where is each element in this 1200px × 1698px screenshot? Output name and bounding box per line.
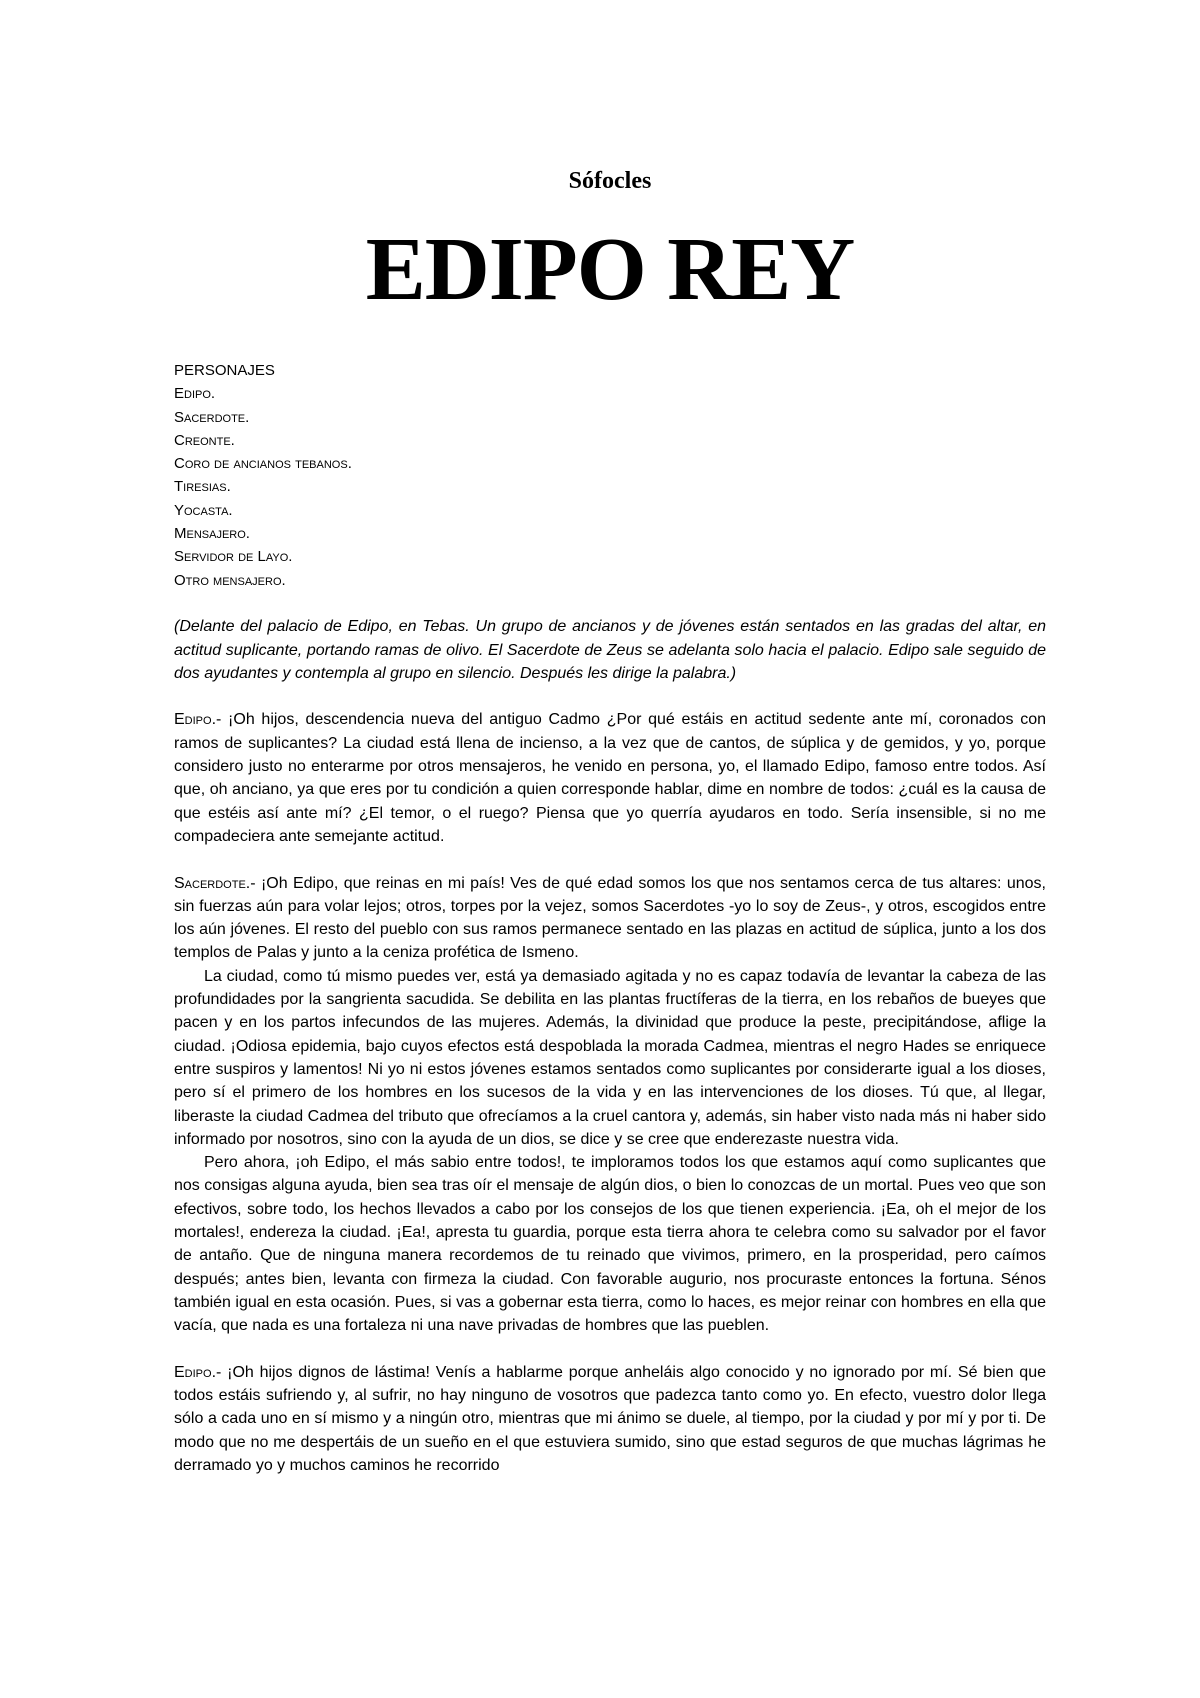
document-body [174,359,1046,1477]
dialogue-continuation: Pero ahora, ¡oh Edipo, el más sabio entre todos!, te imploramos todos los que estamos aquí como suplicantes que nos consigas alguna ayuda, bien sea tras oír el mensaje de algún dios, o bien lo conozcas de un mortal. Pues veo que son efectivos, sobre todo, los hechos llevados a cabo por los consejos de los que tienen experiencia. ¡Ea, oh el mejor de los mortales!, endereza la ciudad. ¡Ea!, apresta tu guardia, porque esta tierra ahora te celebra como su salvador por el favor de antaño. Que de ninguna manera recordemos de tu reinado que vivimos, primero, en la prosperidad, pero caímos después; antes bien, levanta con firmeza la ciudad. Con favorable augurio, nos procuraste entonces la fortuna. Sénos también igual en esta ocasión. Pues, si vas a gobernar esta tierra, como lo haces, es mejor reinar con hombres en ella que vacía, que nada es una fortaleza ni una nave privadas de hombres que las pueblen. [174,1154,1046,1335]
character-item: Sacerdote. [174,408,250,426]
speaker-separator: - [250,874,261,892]
speaker-name: Sacerdote. [174,874,251,892]
speaker-name: Edipo. [174,711,217,729]
character-item: Servidor de Layo. [174,548,293,566]
character-item: Otro mensajero. [174,571,286,589]
dialogue-paragraph [174,872,1046,965]
spacer [174,592,1046,615]
play-title: EDIPO REY [365,220,855,319]
character-item: Yocasta. [174,501,233,519]
character-item: Edipo. [174,385,216,403]
characters-heading: PERSONAJES [174,362,275,379]
spacer [174,848,1046,871]
author-name: Sófocles [568,168,652,194]
dialogue-text: ¡Oh hijos, descendencia nueva del antiguo Cadmo ¿Por qué estáis en actitud sedente ante mí, coronados con ramos de suplicantes? La ciudad está llena de incienso, a la vez que de cantos, de súplica y de gemidos, y yo, porque considero justo no enterarme por otros mensajeros, he venido en persona, yo, el llamado Edipo, famoso entre todos. Así que, oh anciano, ya que eres por tu condición a quien corresponde hablar, dime en nombre de todos: ¿cuál es la causa de que estéis así ante mí? ¿El temor, o el ruego? Piensa que yo querría ayudaros en todo. Sería insensible, si no me compadeciera ante semejante actitud. [174,711,1046,845]
spacer [174,685,1046,708]
dialogue-paragraph [174,1361,1046,1477]
document-page [174,0,1046,1698]
speaker-separator: - [216,1363,228,1381]
character-item: Mensajero. [174,525,250,543]
dialogue-continuation: La ciudad, como tú mismo puedes ver, está ya demasiado agitada y no es capaz todavía de levantar la cabeza de las profundidades por la sangrienta sacudida. Se debilita en las plantas fructíferas de la tierra, en los rebaños de bueyes que pacen y en los partos infecundos de las mujeres. Además, la divinidad que produce la peste, precipitándose, aflige la ciudad. ¡Odiosa epidemia, bajo cuyos efectos está despoblada la morada Cadmea, mientras el negro Hades se enriquece entre suspiros y lamentos! Ni yo ni estos jóvenes estamos sentados como suplicantes por considerarte igual a los dioses, pero sí el primero de los hombres en los sucesos de la vida y en las intervenciones de los dioses. Tú que, al llegar, liberaste la ciudad Cadmea del tributo que ofrecíamos a la cruel cantora y, además, sin haber visto nada más ni haber sido informado por nosotros, sino con la ayuda de un dios, se dice y se cree que enderezaste nuestra vida. [174,967,1046,1148]
spacer [174,1337,1046,1360]
dialogue-text: ¡Oh Edipo, que reinas en mi país! Ves de qué edad somos los que nos sentamos cerca de tus altares: unos, sin fuerzas aún para volar lejos; otros, torpes por la vejez, somos Sacerdotes -yo lo soy de Zeus-, y otros, escogidos entre los aún jóvenes. El resto del pueblo con sus ramos permanece sentado en las plazas en actitud de súplica, junto a los dos templos de Palas y junto a la ceniza profética de Ismeno. [174,874,1047,962]
character-item: Tiresias. [174,478,231,496]
speaker-name: Edipo. [174,1363,217,1381]
speaker-separator: - [216,711,229,729]
character-item: Coro de ancianos tebanos. [174,455,352,473]
stage-direction: (Delante del palacio de Edipo, en Tebas. Un grupo de ancianos y de jóvenes están sentados en las gradas del altar, en actitud suplicante, portando ramas de olivo. El Sacerdote de Zeus se adelanta solo hacia el palacio. Edipo sale seguido de dos ayudantes y contempla al grupo en silencio. Después les dirige la palabra.) [174,618,1046,682]
dialogue-paragraph [174,708,1046,848]
dialogue-text: ¡Oh hijos dignos de lástima! Venís a hablarme porque anheláis algo conocido y no ignorado por mí. Sé bien que todos estáis sufriendo y, al sufrir, no hay ninguno de vosotros que padezca tanto como yo. En efecto, vuestro dolor llega sólo a cada uno en sí mismo y a ningún otro, mientras que mi ánimo se duele, al tiempo, por la ciudad y por mí y por ti. De modo que no me despertáis de un sueño en el que estuviera sumido, sino que estad seguros de que muchas lágrimas he derramado yo y muchos caminos he recorrido [174,1363,1047,1474]
character-item: Creonte. [174,431,235,449]
